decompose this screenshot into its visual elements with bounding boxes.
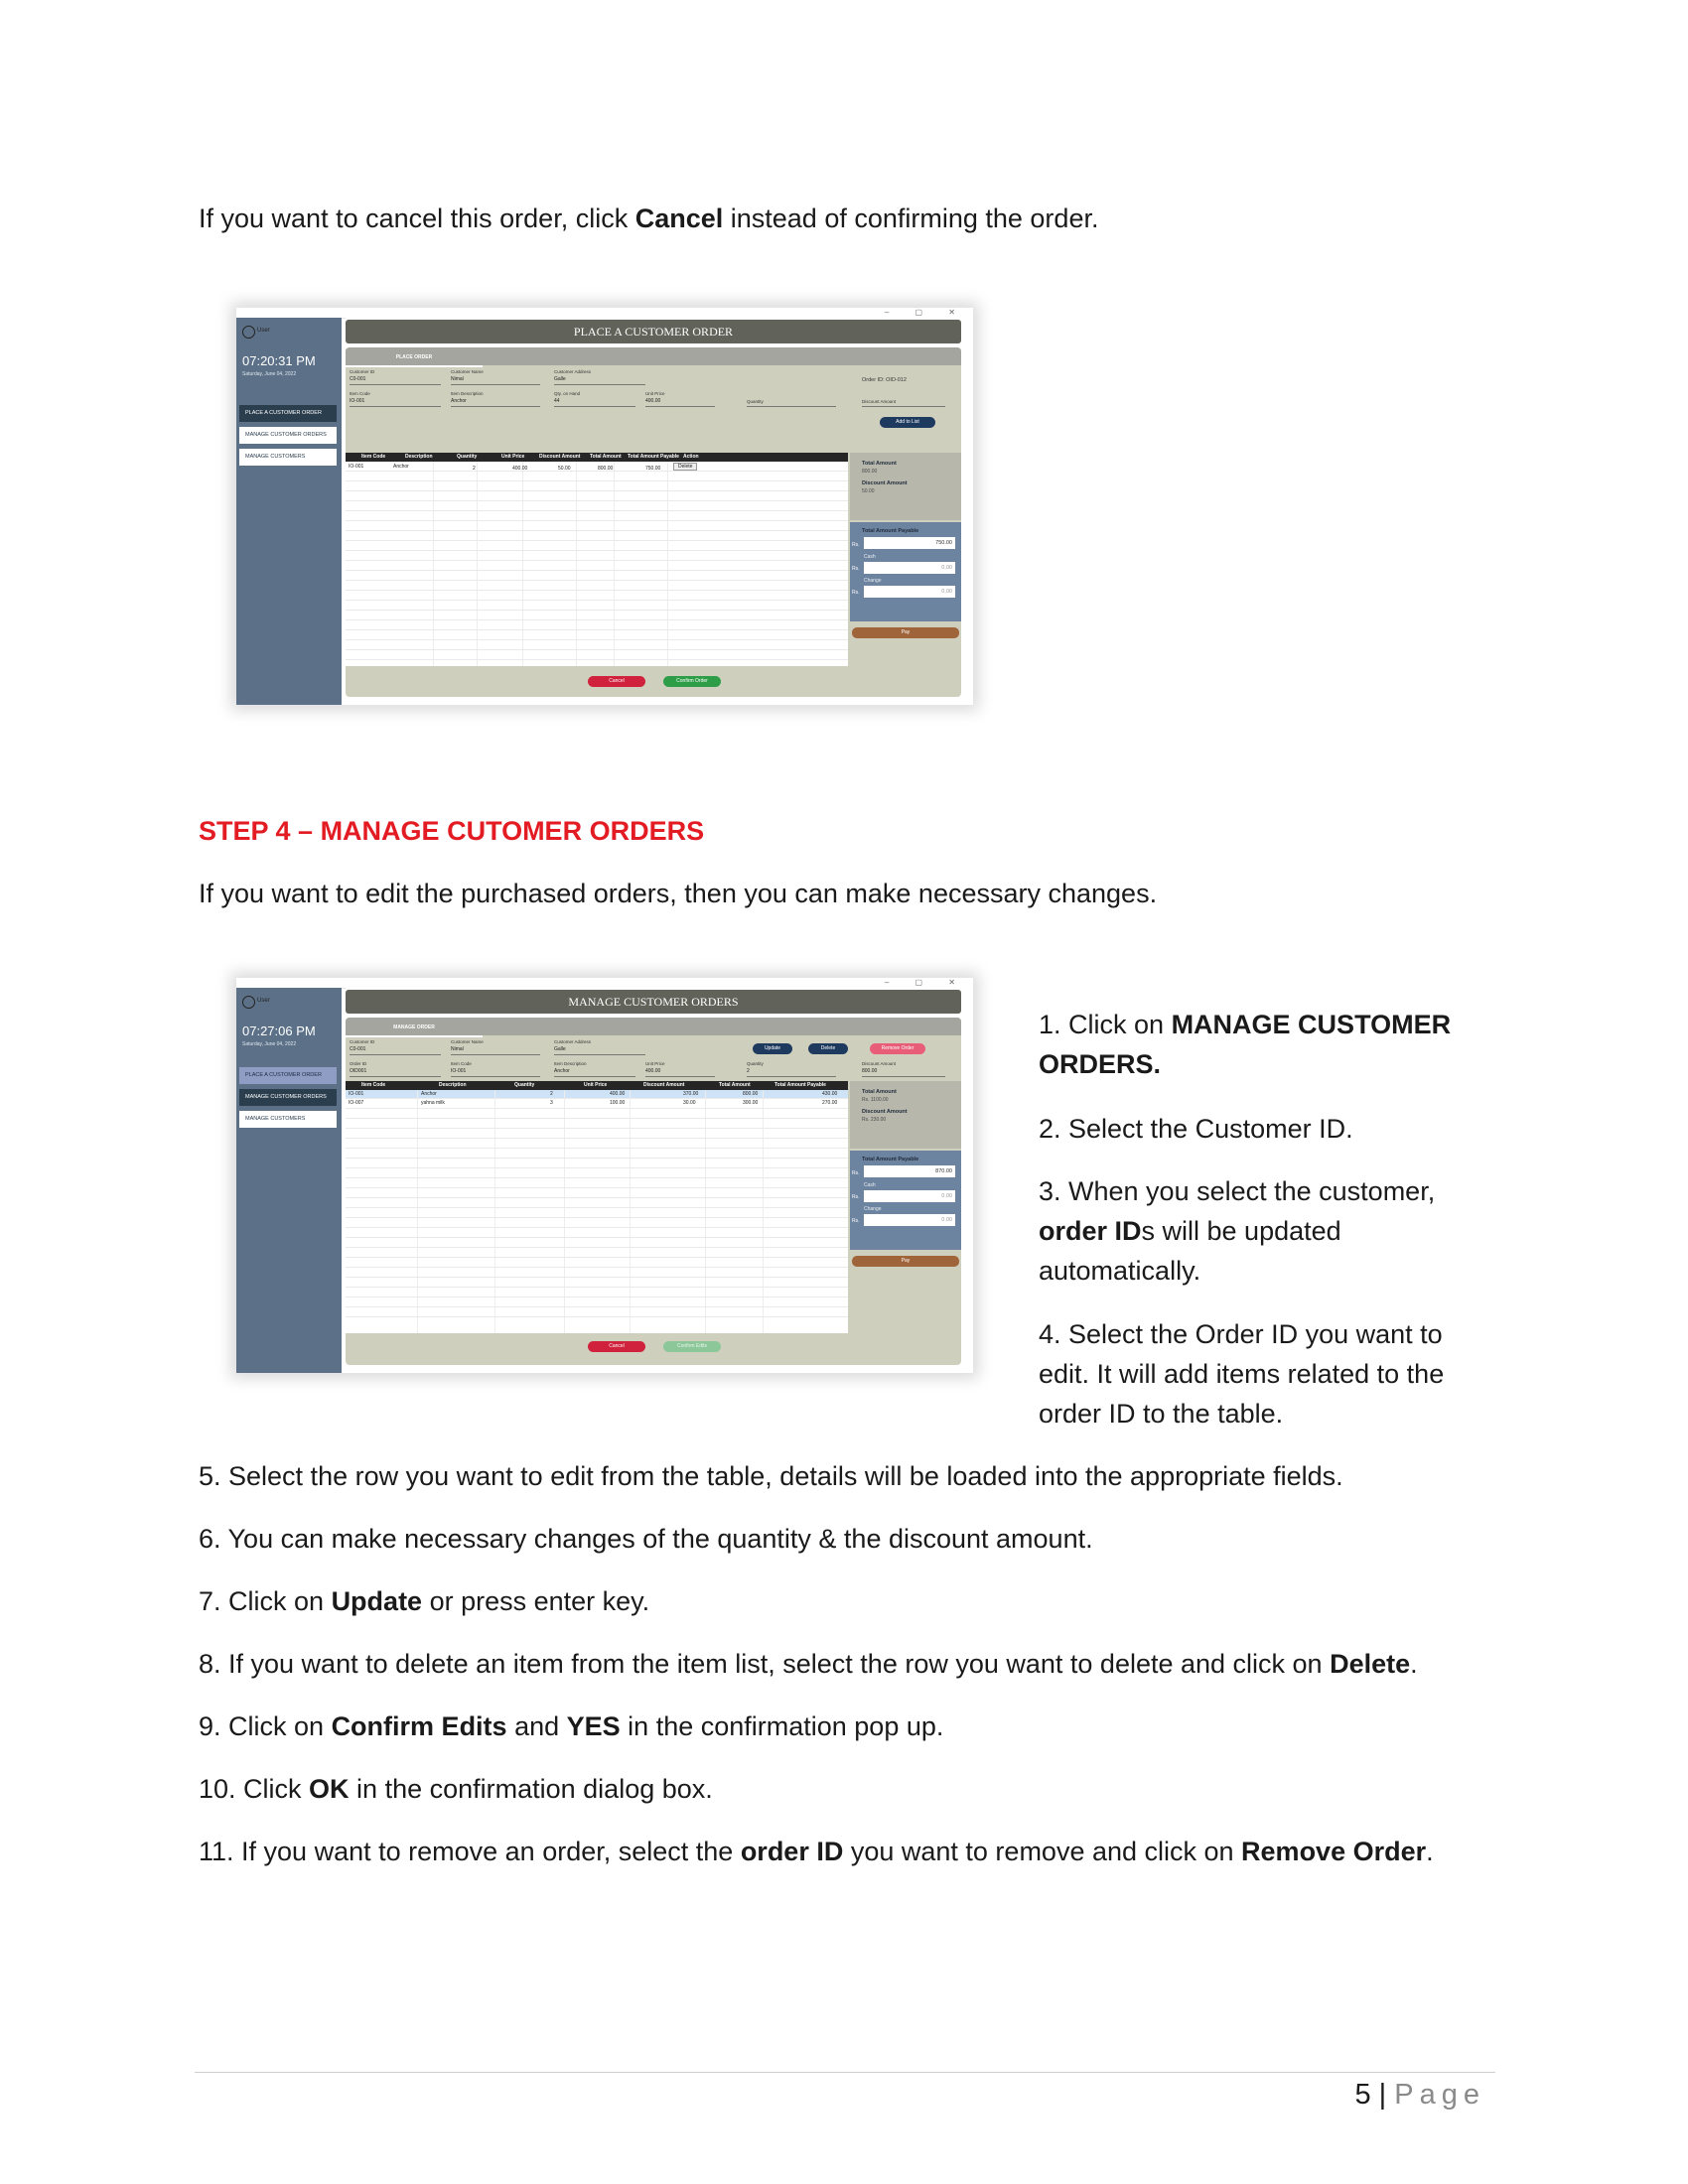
page-word: Page bbox=[1394, 2079, 1485, 2111]
customer-address-label: Customer Address bbox=[554, 369, 592, 374]
discount-input[interactable]: 800.00 bbox=[862, 1068, 945, 1077]
row-divider bbox=[346, 1138, 848, 1139]
step-text: s will be updated automatically. bbox=[1039, 1216, 1341, 1286]
row-divider bbox=[346, 629, 848, 630]
th-payable: Total Amount Payable bbox=[774, 1082, 826, 1088]
cancel-button[interactable]: Cancel bbox=[588, 1341, 645, 1352]
row-divider bbox=[346, 1177, 848, 1178]
row-divider bbox=[346, 1128, 848, 1129]
step-text: you want to remove and click on bbox=[843, 1837, 1242, 1866]
customer-address-label: Customer Address bbox=[554, 1039, 592, 1044]
payment-area bbox=[850, 1151, 961, 1250]
table-cell: 2 bbox=[550, 1091, 553, 1097]
row-divider bbox=[346, 610, 848, 611]
nav-manage-customers[interactable]: MANAGE CUSTOMERS bbox=[239, 1111, 337, 1128]
step-text: in the confirmation pop up. bbox=[620, 1711, 944, 1741]
customer-id-select[interactable]: C0-001 bbox=[350, 1046, 441, 1055]
manage-panel bbox=[346, 1018, 961, 1365]
nav-manage-customers[interactable]: MANAGE CUSTOMERS bbox=[239, 449, 337, 466]
clock: 07:20:31 PM bbox=[242, 353, 316, 368]
row-divider bbox=[346, 619, 848, 620]
intro-paragraph bbox=[199, 199, 1098, 238]
sidebar bbox=[236, 318, 342, 705]
payable-label: Total Amount Payable bbox=[862, 528, 919, 534]
table-cell: 50.00 bbox=[558, 466, 571, 472]
th-total: Total Amount bbox=[590, 454, 622, 460]
step-bold: Update bbox=[331, 1586, 423, 1616]
step-bold: Delete bbox=[1330, 1649, 1411, 1679]
item-desc-field: Anchor bbox=[554, 1068, 635, 1077]
confirm-edits-button[interactable]: Confirm Edits bbox=[663, 1341, 721, 1352]
discount-label: Discount Amount bbox=[862, 1061, 897, 1066]
row-delete-button[interactable]: Delete bbox=[673, 463, 697, 471]
intro-text-1: If you want to cancel this order, click bbox=[199, 204, 635, 233]
quantity-label: Quantity bbox=[747, 399, 764, 404]
page-footer bbox=[1354, 2079, 1485, 2112]
step-text: 3. When you select the customer, bbox=[1039, 1176, 1436, 1206]
row-divider bbox=[346, 1267, 848, 1268]
date: Saturday, June 04, 2022 bbox=[242, 1041, 297, 1047]
rs-label: Rs. bbox=[852, 542, 860, 548]
row-divider bbox=[346, 1207, 848, 1208]
step-text: . bbox=[1426, 1837, 1434, 1866]
row-divider bbox=[346, 560, 848, 561]
row-divider bbox=[346, 649, 848, 650]
step-text: 8. If you want to delete an item from the item list, select the row you want to delete and click on bbox=[199, 1649, 1331, 1679]
user-icon bbox=[242, 326, 255, 339]
unit-price-field: 400.00 bbox=[645, 1068, 715, 1077]
col-divider bbox=[433, 462, 434, 666]
discount-label: Discount Amount bbox=[862, 399, 897, 404]
cancel-button[interactable]: Cancel bbox=[588, 676, 645, 687]
th-quantity: Quantity bbox=[514, 1082, 535, 1088]
row-divider bbox=[346, 1148, 848, 1149]
discount-input[interactable] bbox=[862, 398, 945, 407]
row-divider bbox=[346, 570, 848, 571]
item-code-label: Item Code bbox=[451, 1061, 472, 1066]
th-description: Description bbox=[405, 454, 433, 460]
row-divider bbox=[346, 1247, 848, 1248]
tab-manage-order[interactable]: MANAGE ORDER bbox=[346, 1021, 483, 1037]
user-icon bbox=[242, 996, 255, 1009]
side-step-1 bbox=[1039, 1005, 1476, 1084]
intro-text-2: instead of confirming the order. bbox=[723, 204, 1099, 233]
row-divider bbox=[346, 480, 848, 481]
step-8 bbox=[199, 1644, 1418, 1684]
row-divider bbox=[346, 1118, 848, 1119]
main-area bbox=[346, 318, 973, 705]
quantity-input[interactable]: 2 bbox=[747, 1068, 836, 1077]
th-action: Action bbox=[683, 454, 699, 460]
cash-label: Cash bbox=[864, 1182, 876, 1188]
step-text: 10. Click bbox=[199, 1774, 310, 1804]
summary-totals bbox=[850, 1081, 961, 1149]
total-amount-value: Rs. 1100.00 bbox=[862, 1097, 889, 1103]
payable-field: 750.00 bbox=[864, 537, 955, 549]
customer-address-field: Galle bbox=[554, 1046, 645, 1055]
item-code-label: Item Code bbox=[350, 391, 370, 396]
discount-amount-label: Discount Amount bbox=[862, 1109, 908, 1115]
step-intro: If you want to edit the purchased orders, then you can make necessary changes. bbox=[199, 879, 1158, 908]
row-divider bbox=[346, 1227, 848, 1228]
row-divider bbox=[346, 1257, 848, 1258]
intro-bold-cancel: Cancel bbox=[634, 204, 724, 233]
step-text: and bbox=[506, 1711, 567, 1741]
table-cell: Anchor bbox=[393, 464, 409, 470]
cash-input[interactable]: 0.00 bbox=[864, 562, 955, 574]
change-field: 0.00 bbox=[864, 586, 955, 598]
row-divider bbox=[346, 1316, 848, 1317]
table-header bbox=[346, 453, 848, 462]
page-header: PLACE A CUSTOMER ORDER bbox=[346, 320, 961, 343]
page-number: 5 bbox=[1354, 2079, 1371, 2111]
sidebar bbox=[236, 988, 342, 1373]
discount-amount-value: 50.00 bbox=[862, 488, 875, 494]
row-divider bbox=[346, 500, 848, 501]
table-cell: 30.00 bbox=[683, 1100, 696, 1106]
nav-place-order[interactable]: PLACE A CUSTOMER ORDER bbox=[239, 1067, 337, 1084]
payable-field: 870.00 bbox=[864, 1165, 955, 1177]
add-to-list-button[interactable]: Add to List bbox=[880, 417, 935, 428]
change-label: Change bbox=[864, 578, 882, 584]
table-cell: IO-001 bbox=[349, 464, 364, 470]
step-bold: order ID bbox=[1039, 1216, 1142, 1246]
step-bold: order ID bbox=[740, 1837, 844, 1866]
table-cell: 2 bbox=[473, 466, 476, 472]
discount-amount-label: Discount Amount bbox=[862, 480, 908, 486]
table-cell: 430.00 bbox=[822, 1091, 838, 1097]
rs-label: Rs. bbox=[852, 1218, 860, 1224]
step-heading: STEP 4 – MANAGE CUTOMER ORDERS bbox=[199, 816, 705, 846]
step-bold: OK bbox=[309, 1774, 350, 1804]
step-text: . bbox=[1410, 1649, 1418, 1679]
screenshot-place-order bbox=[236, 308, 973, 705]
col-divider bbox=[477, 462, 478, 666]
customer-id-label: Customer ID bbox=[350, 369, 375, 374]
step-bold: MANAGE CUSTOMER ORDERS. bbox=[1039, 1010, 1452, 1079]
order-id-label: Order ID: OID-012 bbox=[862, 377, 907, 383]
row-divider bbox=[346, 1197, 848, 1198]
date: Saturday, June 04, 2022 bbox=[242, 371, 297, 377]
step-text: 7. Click on bbox=[199, 1586, 332, 1616]
row-divider bbox=[346, 659, 848, 660]
row-divider bbox=[346, 510, 848, 511]
item-code-select[interactable]: IO-001 bbox=[350, 398, 441, 407]
row-divider bbox=[346, 1237, 848, 1238]
col-divider bbox=[576, 462, 577, 666]
table-cell: 750.00 bbox=[645, 466, 661, 472]
customer-name-label: Customer Name bbox=[451, 1039, 484, 1044]
table-cell: IO-007 bbox=[349, 1100, 364, 1106]
pay-button[interactable]: Pay bbox=[852, 1256, 959, 1267]
side-step-4: 4. Select the Order ID you want to edit. It will add items related to the order ID to the table. bbox=[1039, 1319, 1445, 1429]
summary-panel bbox=[850, 453, 961, 666]
delete-button[interactable]: Delete bbox=[808, 1043, 848, 1054]
table-cell: 270.00 bbox=[822, 1100, 838, 1106]
pay-button[interactable]: Pay bbox=[852, 627, 959, 638]
step-11 bbox=[199, 1832, 1434, 1871]
rs-label: Rs. bbox=[852, 566, 860, 572]
col-divider bbox=[522, 462, 523, 666]
discount-amount-value: Rs. 230.00 bbox=[862, 1117, 887, 1123]
payable-label: Total Amount Payable bbox=[862, 1157, 919, 1162]
customer-id-select[interactable]: C0-001 bbox=[350, 376, 441, 385]
item-desc-field: Anchor bbox=[451, 398, 540, 407]
qty-hand-field: 44 bbox=[554, 398, 635, 407]
summary-totals bbox=[850, 453, 961, 520]
order-panel bbox=[346, 347, 961, 697]
th-unit-price: Unit Price bbox=[584, 1082, 608, 1088]
table-cell: yahna milk bbox=[421, 1100, 445, 1106]
rs-label: Rs. bbox=[852, 1194, 860, 1200]
col-divider bbox=[614, 462, 615, 666]
cash-input[interactable]: 0.00 bbox=[864, 1190, 955, 1202]
step-text: or press enter key. bbox=[422, 1586, 650, 1616]
customer-id-label: Customer ID bbox=[350, 1039, 375, 1044]
table-cell: 800.00 bbox=[598, 466, 614, 472]
th-quantity: Quantity bbox=[457, 454, 478, 460]
table-cell: 800.00 bbox=[743, 1091, 759, 1097]
th-discount: Discount Amount bbox=[643, 1082, 685, 1088]
th-payable: Total Amount Payable bbox=[628, 454, 679, 460]
side-step-3 bbox=[1039, 1171, 1476, 1291]
user-name: User bbox=[257, 328, 270, 334]
col-divider bbox=[667, 462, 668, 666]
step-10 bbox=[199, 1769, 713, 1809]
page-header: MANAGE CUSTOMER ORDERS bbox=[346, 990, 961, 1014]
row-divider bbox=[346, 1287, 848, 1288]
row-divider bbox=[346, 1167, 848, 1168]
clock: 07:27:06 PM bbox=[242, 1024, 316, 1038]
rs-label: Rs. bbox=[852, 1170, 860, 1176]
customer-name-field: Nimal bbox=[451, 1046, 540, 1055]
nav-place-order[interactable]: PLACE A CUSTOMER ORDER bbox=[239, 405, 337, 422]
item-code-field: IO-001 bbox=[451, 1068, 540, 1077]
customer-name-field: Nimal bbox=[451, 376, 540, 385]
payment-area bbox=[850, 522, 961, 621]
update-button[interactable]: Update bbox=[753, 1043, 792, 1054]
step-6: 6. You can make necessary changes of the quantity & the discount amount. bbox=[199, 1524, 1093, 1554]
step-bold: Confirm Edits bbox=[331, 1711, 507, 1741]
th-total: Total Amount bbox=[719, 1082, 751, 1088]
table-cell: 370.00 bbox=[683, 1091, 699, 1097]
window-controls[interactable]: – ▢ ✕ bbox=[884, 978, 967, 987]
row-divider bbox=[346, 1187, 848, 1188]
side-step-2: 2. Select the Customer ID. bbox=[1039, 1114, 1353, 1144]
row-divider bbox=[346, 520, 848, 521]
tab-place-order[interactable]: PLACE ORDER bbox=[346, 350, 483, 367]
quantity-input[interactable] bbox=[747, 398, 836, 407]
user-name: User bbox=[257, 998, 270, 1004]
table-cell: IO-001 bbox=[349, 1091, 364, 1097]
row-divider bbox=[346, 1306, 848, 1307]
th-discount: Discount Amount bbox=[539, 454, 581, 460]
unit-price-label: Unit Price bbox=[645, 391, 665, 396]
step-7 bbox=[199, 1581, 649, 1621]
row-divider bbox=[346, 590, 848, 591]
row-divider bbox=[346, 639, 848, 640]
row-divider bbox=[346, 1158, 848, 1159]
row-divider bbox=[346, 490, 848, 491]
step-text: 11. If you want to remove an order, select the bbox=[199, 1837, 741, 1866]
row-divider bbox=[346, 471, 848, 472]
th-description: Description bbox=[439, 1082, 467, 1088]
unit-price-label: Unit Price bbox=[645, 1061, 665, 1066]
row-divider bbox=[346, 1098, 848, 1099]
summary-panel bbox=[850, 1081, 961, 1295]
th-item-code: Item Code bbox=[361, 454, 386, 460]
total-amount-label: Total Amount bbox=[862, 1089, 897, 1095]
quantity-label: Quantity bbox=[747, 1061, 764, 1066]
table-header bbox=[346, 1081, 848, 1090]
total-amount-value: 800.00 bbox=[862, 469, 878, 475]
table-cell: 3 bbox=[550, 1100, 553, 1106]
order-id-label: Order ID bbox=[350, 1061, 367, 1066]
cash-label: Cash bbox=[864, 554, 876, 560]
table-cell: 100.00 bbox=[610, 1100, 626, 1106]
qty-hand-label: Qty. on Hand bbox=[554, 391, 581, 396]
window-controls[interactable]: – ▢ ✕ bbox=[884, 308, 967, 317]
confirm-order-button[interactable]: Confirm Order bbox=[663, 676, 721, 687]
page-separator: | bbox=[1378, 2079, 1387, 2111]
change-label: Change bbox=[864, 1206, 882, 1212]
row-divider bbox=[346, 1217, 848, 1218]
step-text: 9. Click on bbox=[199, 1711, 332, 1741]
table-cell: Anchor bbox=[421, 1091, 437, 1097]
row-divider bbox=[346, 600, 848, 601]
remove-order-button[interactable]: Remove Order bbox=[870, 1043, 925, 1054]
step-5: 5. Select the row you want to edit from the table, details will be loaded into the appropriate fields. bbox=[199, 1461, 1343, 1491]
step-text: 1. Click on bbox=[1039, 1010, 1172, 1039]
table-cell: 400.00 bbox=[512, 466, 528, 472]
row-divider bbox=[346, 1108, 848, 1109]
footer-divider bbox=[195, 2072, 1495, 2073]
step-text: in the confirmation dialog box. bbox=[349, 1774, 713, 1804]
change-field: 0.00 bbox=[864, 1214, 955, 1226]
step-bold: Remove Order bbox=[1241, 1837, 1427, 1866]
rs-label: Rs. bbox=[852, 590, 860, 596]
customer-name-label: Customer Name bbox=[451, 369, 484, 374]
table-cell: 300.00 bbox=[743, 1100, 759, 1106]
order-table bbox=[346, 453, 848, 666]
row-divider bbox=[346, 550, 848, 551]
main-area bbox=[346, 988, 973, 1373]
th-unit-price: Unit Price bbox=[501, 454, 525, 460]
item-desc-label: Item Description bbox=[451, 391, 484, 396]
step-bold: YES bbox=[566, 1711, 621, 1741]
th-item-code: Item Code bbox=[361, 1082, 386, 1088]
order-id-select[interactable]: OID001 bbox=[350, 1068, 441, 1077]
screenshot-manage-orders bbox=[236, 978, 973, 1373]
row-divider bbox=[346, 540, 848, 541]
step-9 bbox=[199, 1706, 943, 1746]
subtab-bar bbox=[346, 347, 961, 365]
total-amount-label: Total Amount bbox=[862, 461, 897, 467]
customer-address-field: Galle bbox=[554, 376, 645, 385]
row-divider bbox=[346, 1277, 848, 1278]
item-desc-label: Item Description bbox=[554, 1061, 587, 1066]
subtab-bar bbox=[346, 1018, 961, 1035]
nav-manage-orders[interactable]: MANAGE CUSTOMER ORDERS bbox=[239, 427, 337, 444]
row-divider bbox=[346, 530, 848, 531]
row-divider bbox=[346, 580, 848, 581]
nav-manage-orders[interactable]: MANAGE CUSTOMER ORDERS bbox=[239, 1089, 337, 1106]
table-cell: 400.00 bbox=[610, 1091, 626, 1097]
unit-price-field: 400.00 bbox=[645, 398, 715, 407]
order-items-table bbox=[346, 1081, 848, 1333]
